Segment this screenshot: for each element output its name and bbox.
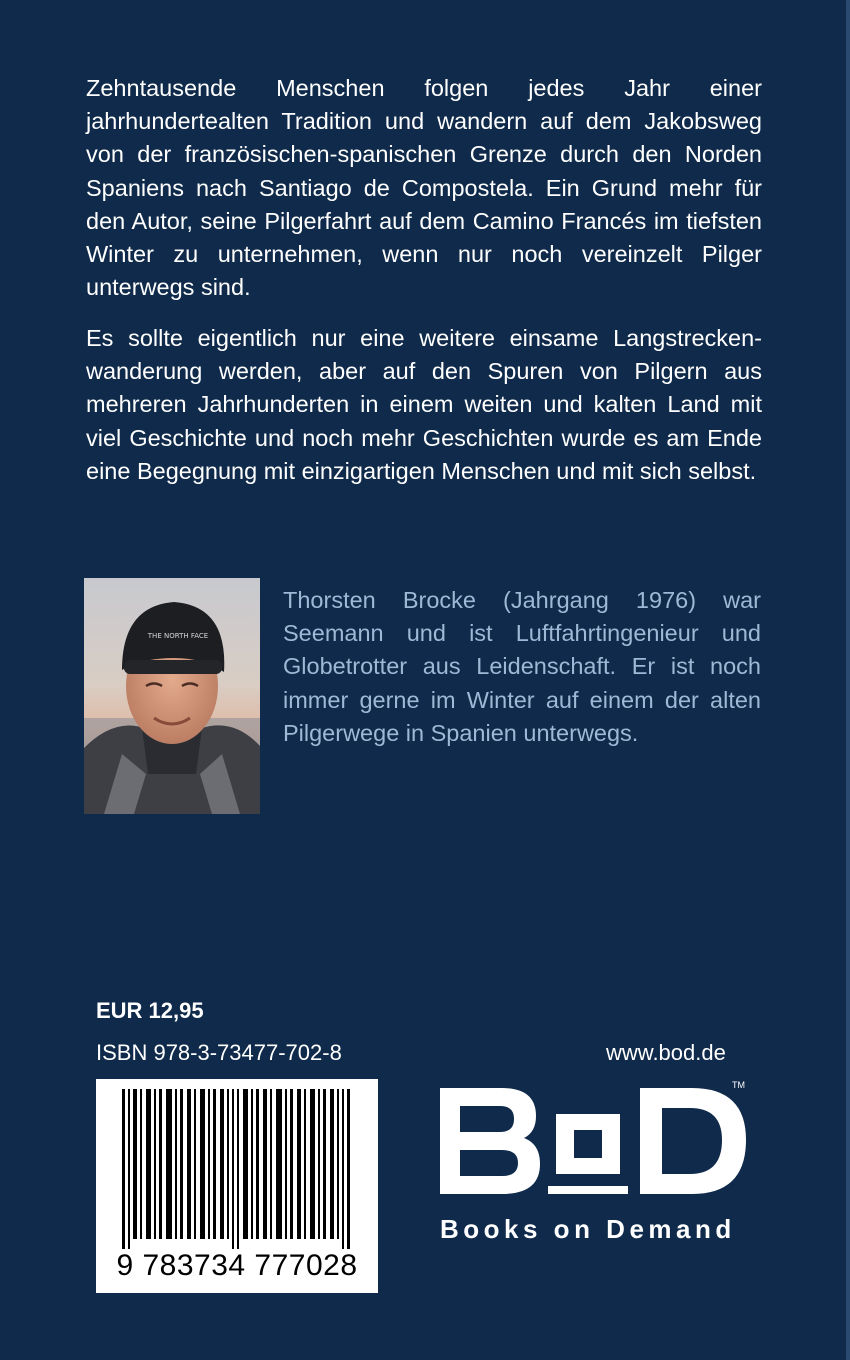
- blurb-paragraph-1: Zehntausende Menschen folgen jedes Jahr einer jahrhundertealten Tradition und wandern auf dem Jakobsweg von der französischen-spanischen Grenze durch den Norden Spaniens nach Santiago de Compostela. Ein Grund mehr für den Autor, seine Pilgerfahrt auf dem Camino Francés im tiefsten Winter zu unternehmen, wenn nur noch vereinzelt Pilger unterwegs sind.: [86, 75, 762, 301]
- bod-logo: [440, 1080, 752, 1210]
- author-photo: [84, 578, 260, 814]
- cover-edge: [846, 0, 850, 1360]
- publisher-tagline: Books on Demand: [440, 1214, 736, 1244]
- price-label: EUR 12,95: [96, 998, 204, 1023]
- barcode: [96, 1079, 378, 1293]
- blurb-paragraph-2: Es sollte eigentlich nur eine weitere einsame Langstrecken-wanderung werden, aber auf den Spuren von Pilgern aus mehreren Jahrhunderten in einem weiten und kalten Land mit viel Geschichte und noch mehr Geschichten wurde es am Ende eine Begegnung mit einzigartigen Menschen und mit sich selbst.: [86, 325, 762, 484]
- barcode-digits: 9 783734 777028: [116, 1249, 358, 1282]
- isbn-label: ISBN 978-3-73477-702-8: [96, 1040, 342, 1065]
- author-bio: Thorsten Brocke (Jahrgang 1976) war Seemann und ist Luftfahrtingenieur und Globetrotter aus Leidenschaft. Er ist noch immer gerne im Winter auf einem der alten Pilgerwege in Spanien unterwegs.: [283, 587, 761, 746]
- trademark-mark: TM: [732, 1080, 745, 1090]
- cap-logo-text: THE NORTH FACE: [147, 632, 209, 640]
- publisher-url: www.bod.de: [606, 1040, 726, 1065]
